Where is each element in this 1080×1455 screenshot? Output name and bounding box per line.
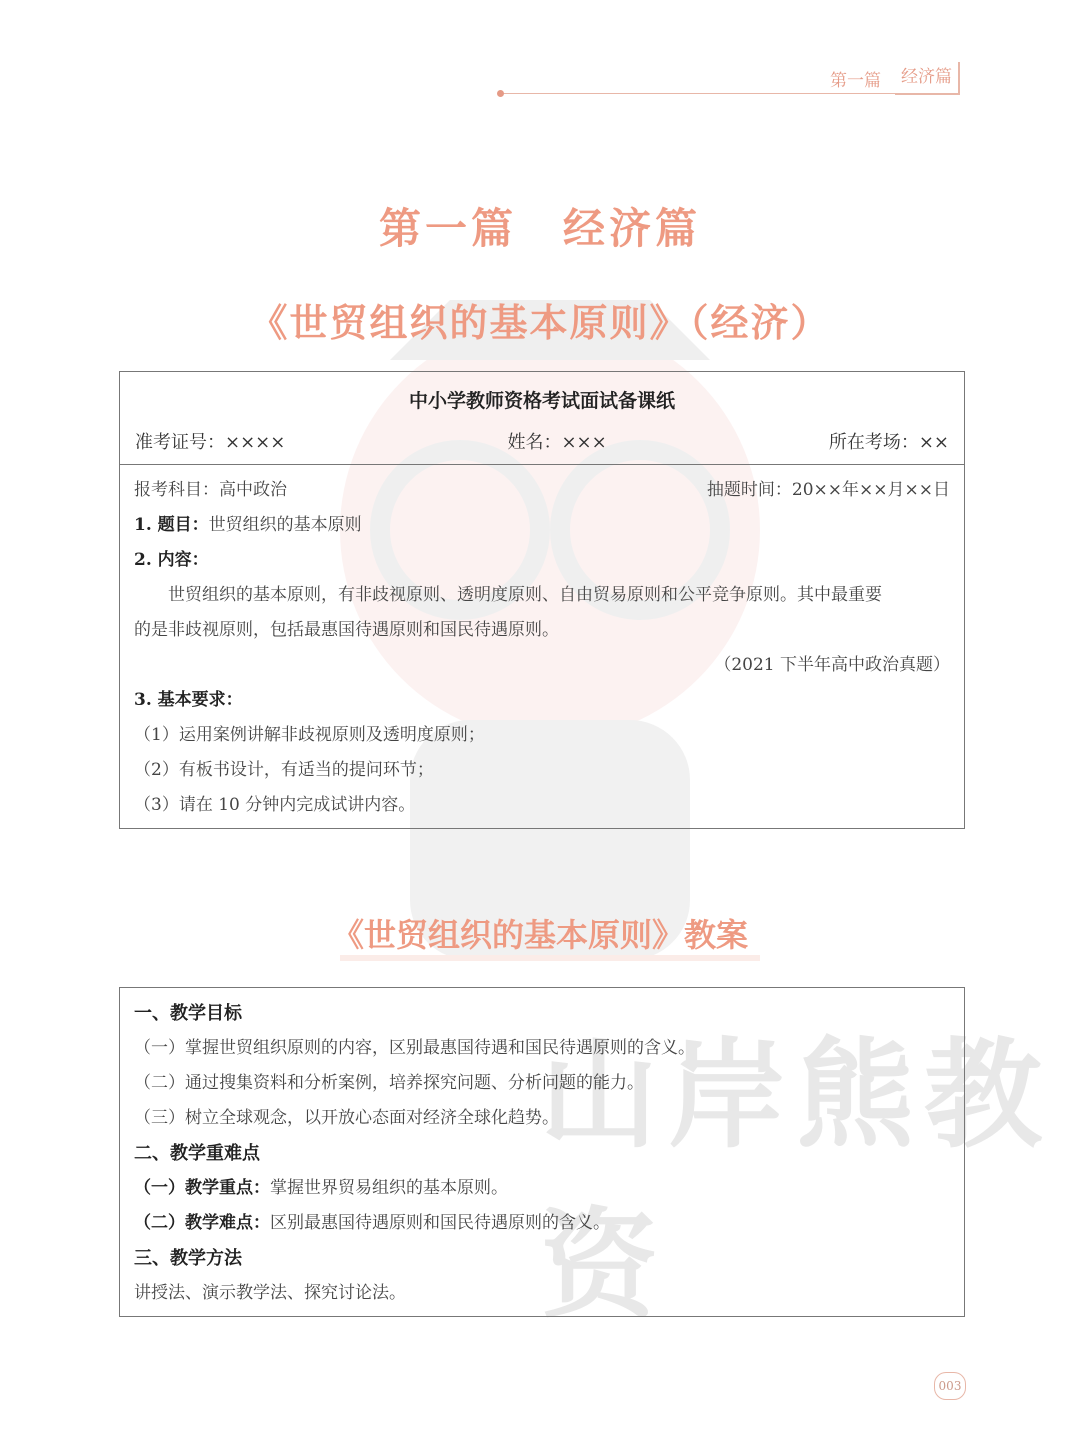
requirement-item: （1）运用案例讲解非歧视原则及透明度原则；	[134, 725, 485, 745]
topic-value: 世贸组织的基本原则	[208, 515, 362, 535]
requirement-item: （3）请在 10 分钟内完成试讲内容。	[134, 795, 416, 815]
goal-item: （一）掌握世贸组织原则的内容，区别最惠国待遇和国民待遇原则的含义。	[134, 1038, 695, 1058]
goal-item: （三）树立全球观念，以开放心态面对经济全球化趋势。	[134, 1108, 559, 1128]
methods-title: 三、教学方法	[134, 1248, 242, 1269]
running-header	[830, 62, 960, 95]
candidate-name: 姓名：×××	[507, 432, 607, 453]
part-title: 第一篇 经济篇	[378, 204, 701, 253]
subject-row	[134, 473, 950, 508]
difficulty-text: 区别最惠国待遇原则和国民待遇原则的含义。	[270, 1213, 610, 1233]
topic-label: 1. 题目：	[134, 515, 209, 535]
exam-subject: 报考科目：高中政治	[134, 480, 287, 500]
header-dot	[497, 90, 504, 97]
exam-id: 准考证号：××××	[135, 432, 286, 453]
exam-venue: 所在考场：××	[828, 432, 949, 453]
exam-sheet-body	[120, 465, 964, 823]
goals-title: 一、教学目标	[134, 1003, 242, 1024]
watermark-text: 山岸熊教资	[540, 1026, 1053, 1334]
exam-sheet-header	[120, 372, 964, 465]
running-header-section: 经济篇	[895, 62, 960, 95]
content-label: 2. 内容：	[134, 550, 209, 570]
lesson-title: 《世贸组织的基本原则》（经济）	[249, 300, 831, 345]
goal-item: （二）通过搜集资料和分析案例，培养探究问题、分析问题的能力。	[134, 1073, 644, 1093]
page-number: 003	[934, 1372, 966, 1400]
exam-sheet-title: 中小学教师资格考试面试备课纸	[408, 390, 675, 412]
difficulty-line	[134, 1206, 950, 1241]
content-paragraph-1: 世贸组织的基本原则，有非歧视原则、透明度原则、自由贸易原则和公平竞争原则。其中最重要	[168, 585, 882, 605]
exam-meta-row	[135, 428, 949, 454]
key-point-text: 掌握世界贸易组织的基本原则。	[270, 1178, 508, 1198]
difficulty-label: （二）教学难点：	[134, 1213, 270, 1233]
header-rule	[500, 93, 960, 94]
draw-time: 抽题时间：20××年××月××日	[706, 480, 950, 500]
lesson-plan-box	[119, 987, 965, 1317]
topic-line	[134, 508, 950, 543]
requirements-label: 3. 基本要求：	[134, 690, 243, 710]
key-point-label: （一）教学重点：	[134, 1178, 270, 1198]
source-note: （2021 下半年高中政治真题）	[714, 655, 950, 675]
key-points-title: 二、教学重难点	[134, 1143, 260, 1164]
content-paragraph-2: 的是非歧视原则，包括最惠国待遇原则和国民待遇原则。	[134, 620, 559, 640]
methods-text: 讲授法、演示教学法、探究讨论法。	[134, 1283, 406, 1303]
key-point-line	[134, 1171, 950, 1206]
exam-prep-sheet	[119, 371, 965, 829]
lesson-plan-heading: 《世贸组织的基本原则》教案	[331, 916, 748, 954]
requirement-item: （2）有板书设计，有适当的提问环节；	[134, 760, 434, 780]
running-header-part: 第一篇	[830, 71, 881, 91]
